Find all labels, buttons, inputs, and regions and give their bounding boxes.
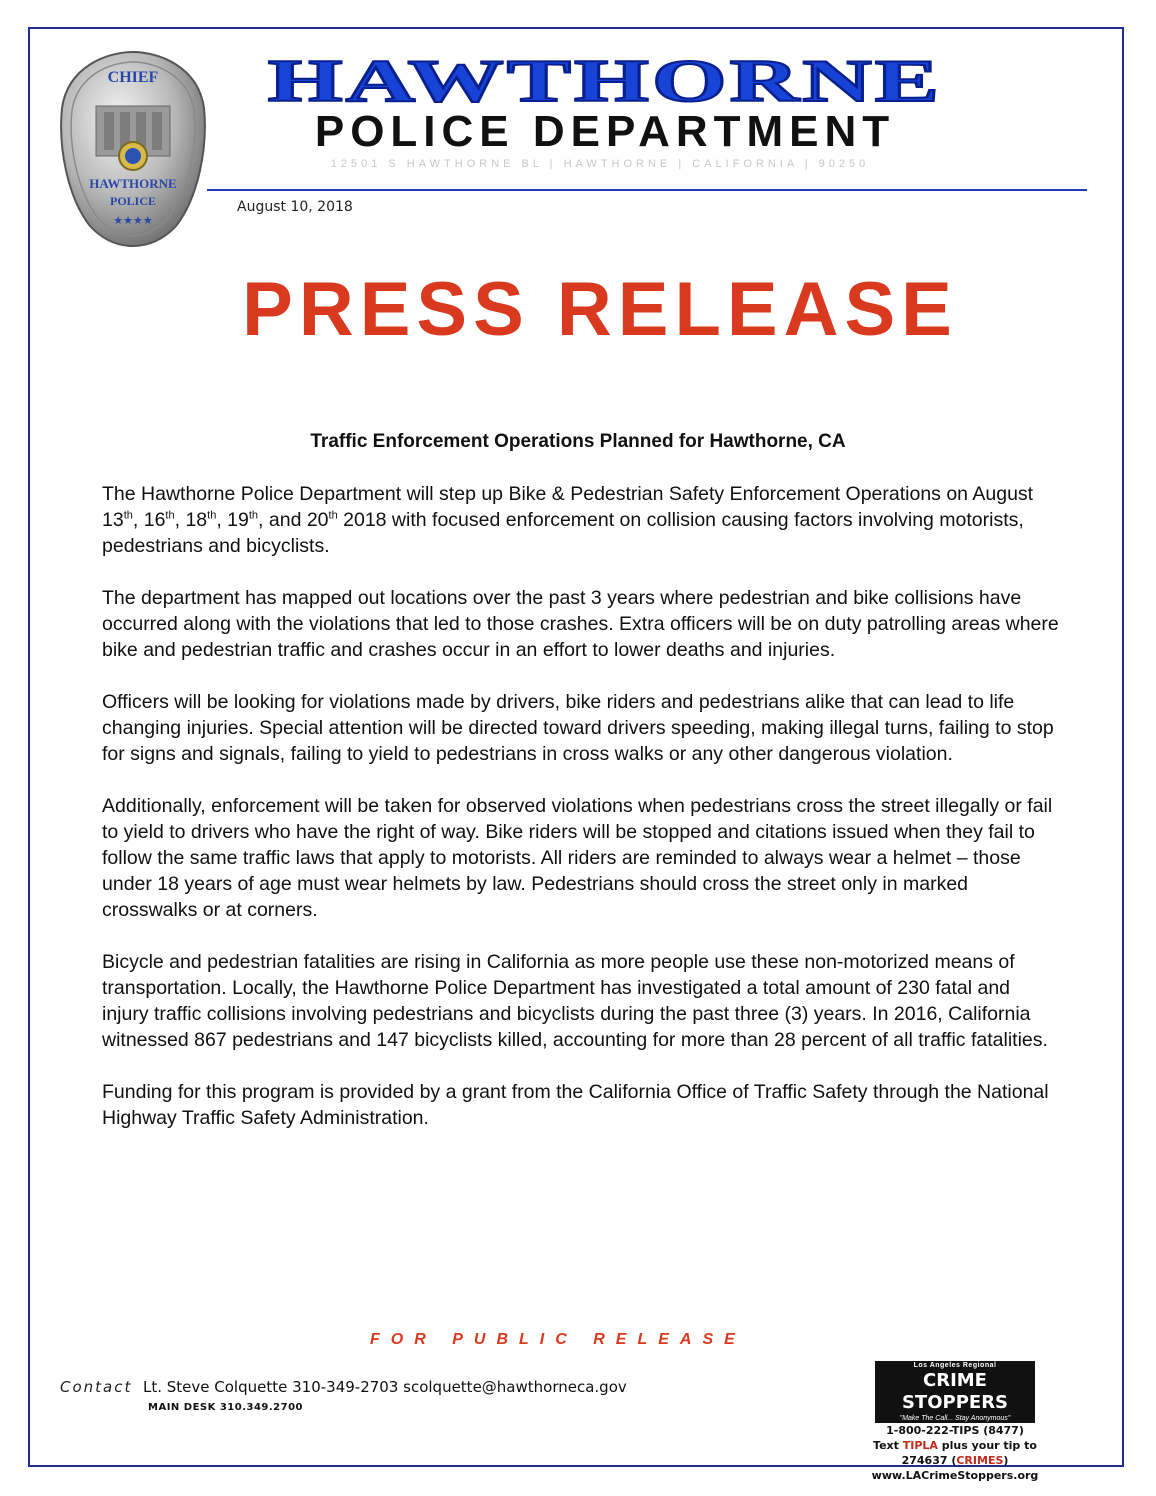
crime-stoppers-phone: 1-800-222-TIPS (8477) [886,1424,1024,1437]
release-headline: Traffic Enforcement Operations Planned for Hawthorne, CA [310,431,846,452]
main-desk-phone: MAIN DESK 310.349.2700 [148,1402,304,1413]
badge-chief-text: CHIEF [107,69,159,86]
department-subtitle: POLICE DEPARTMENT [314,107,896,156]
department-address: 12501 S HAWTHORNE BL | HAWTHORNE | CALIFORNIA | 90250 [330,158,870,170]
header-divider [207,189,1087,191]
badge-hawthorne-text: HAWTHORNE [89,176,177,191]
crime-stoppers-text-tip: Text TIPLA plus your tip to 274637 (CRIMES) [873,1439,1037,1467]
public-release-label: FOR PUBLIC RELEASE [370,1331,746,1348]
crime-stoppers-logo [850,1361,1060,1483]
department-title: HAWTHORNE [267,48,943,114]
paragraph-4: Additionally, enforcement will be taken for observed violations when pedestrians cross the street illegally or fail to yield to drivers who have the right of way. Bike riders will be stopped and citations issued when they fail to follow the same traffic laws that apply to motorists. All riders are reminded to always wear a helmet – those under 18 years of age must wear helmets by law. Pedestrians should cross the street only in marked crosswalks or at corners. [102,795,1053,921]
release-date: August 10, 2018 [237,199,353,215]
paragraph-2: The department has mapped out locations over the past 3 years where pedestrian and bike collisions have occurred along with the violations that led to those crashes. Extra officers will be on duty patrolling areas where bike and pedestrian traffic and crashes occur in an effort to lower deaths and injuries. [102,587,1059,661]
release-body [102,481,1062,1157]
crime-stoppers-website[interactable]: www.LACrimeStoppers.org [871,1469,1039,1482]
crime-stoppers-name: CRIME STOPPERS [875,1370,1035,1414]
badge-police-text: POLICE [109,194,157,208]
paragraph-1: The Hawthorne Police Department will step up Bike & Pedestrian Safety Enforcement Operations on August 13th, 16th, 18th, 19th, and 20th 2018 with focused enforcement on collision causing factors involving motorists, pedestrians and bicyclists. [102,483,1034,557]
contact-info: Lt. Steve Colquette 310-349-2703 scolquette@hawthorneca.gov [143,1378,627,1396]
crime-stoppers-region: Los Angeles Regional [875,1361,1035,1370]
crime-stoppers-tagline: "Make The Call... Stay Anonymous" [875,1414,1035,1423]
paragraph-6: Funding for this program is provided by a grant from the California Office of Traffic Safety through the National Highway Traffic Safety Administration. [102,1081,1049,1129]
paragraph-5: Bicycle and pedestrian fatalities are rising in California as more people use these non-motorized means of transportation. Locally, the Hawthorne Police Department has investigated a total amount of 230 fatal and injury traffic collisions involving pedestrians and bicyclists during the past three (3) years. In 2016, California witnessed 867 pedestrians and 147 bicyclists killed, accounting for more than 28 percent of all traffic fatalities. [102,951,1048,1051]
badge-stars: ★★★★ [113,214,153,227]
paragraph-3: Officers will be looking for violations made by drivers, bike riders and pedestrians alike that can lead to life changing injuries. Special attention will be directed toward drivers speeding, making illegal turns, failing to stop for signs and signals, failing to yield to pedestrians in cross walks or any other dangerous violation. [102,691,1054,765]
contact-label: Contact [60,1378,133,1396]
press-release-banner: PRESS RELEASE [242,267,958,352]
